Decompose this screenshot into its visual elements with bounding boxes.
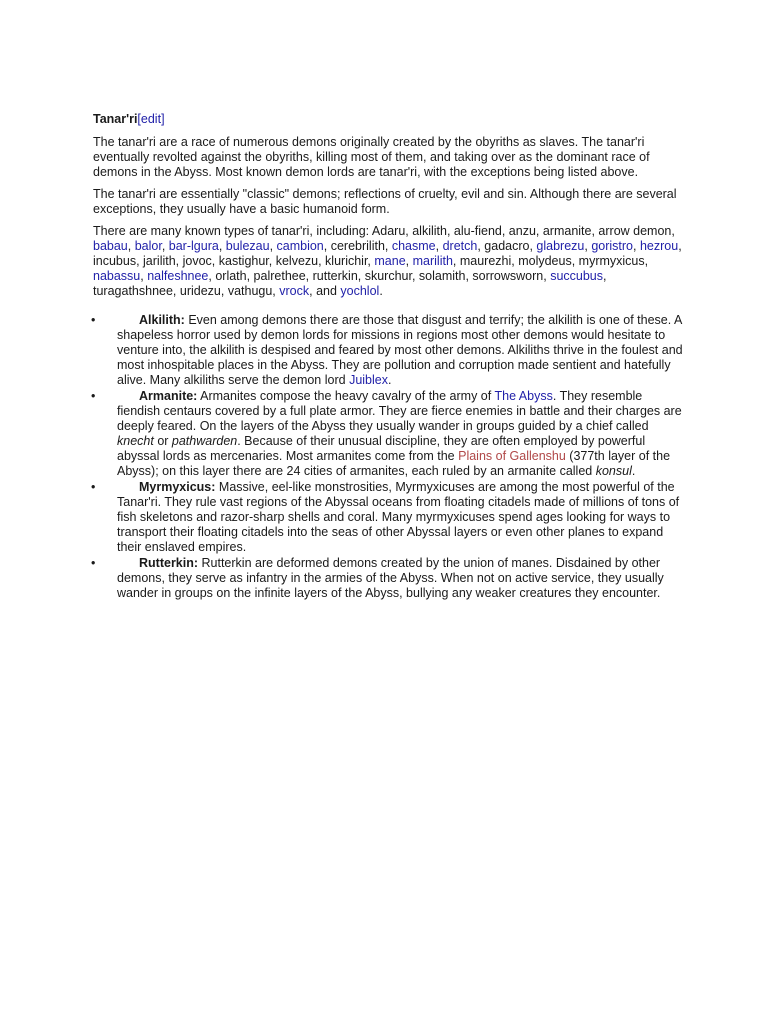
list-item-term: Rutterkin: <box>139 556 199 570</box>
wiki-link[interactable]: chasme <box>391 239 436 253</box>
wiki-link[interactable]: hezrou <box>639 239 679 253</box>
wiki-link[interactable]: babau <box>93 239 128 253</box>
wiki-link[interactable]: balor <box>134 239 162 253</box>
list-item <box>93 389 683 479</box>
wiki-link[interactable]: dretch <box>442 239 478 253</box>
wiki-link[interactable]: yochlol <box>340 284 380 298</box>
text-run: , <box>405 254 413 268</box>
text-run: Rutterkin are deformed demons created by the union of manes. Disdained by other demons, they serve as infantry in the armies of the Abyss. When not on active service, they usually wander in groups on the infinite layers of the Abyss, bullying any weaker creatures they encounter. <box>117 556 664 600</box>
text-run: , incubus, jarilith, jovoc, kastighur, kelvezu, klurichir, <box>93 239 682 268</box>
wiki-link[interactable]: Plains of Gallenshu <box>458 449 566 463</box>
text-run: , <box>127 239 135 253</box>
text-run: . They resemble fiendish centaurs covered by a full plate armor. They are fierce enemies in battle and their charges are deeply feared. On the layers of the Abyss they usually wander in groups guided by a chief called <box>117 389 682 433</box>
text-run: . <box>387 373 392 387</box>
wiki-link[interactable]: succubus <box>550 269 604 283</box>
bullet-icon: • <box>91 556 96 570</box>
document-page <box>93 111 683 602</box>
text-run: , cerebrilith, <box>323 239 392 253</box>
wiki-link[interactable]: bulezau <box>225 239 270 253</box>
list-item <box>93 313 683 388</box>
wiki-link[interactable]: goristro <box>591 239 634 253</box>
list-item-term: Alkilith: <box>139 313 185 327</box>
text-run: Even among demons there are those that disgust and terrify; the alkilith is one of these. A shapeless horror used by demon lords for missions in regions most other demons would hesitate to venture into, the alkilith is despised and feared by most other demons. Alkiliths thrive in the foulest and most inhospitable places in the Abyss. They are pollution and corruption made sentient and hatefully alive. Many alkiliths serve the demon lord <box>117 313 683 387</box>
list-item-term: Myrmyxicus: <box>139 480 216 494</box>
text-run: or <box>153 434 172 448</box>
wiki-link[interactable]: nabassu <box>93 269 141 283</box>
text-run: . <box>379 284 383 298</box>
text-run: . <box>631 464 636 478</box>
italic-term: knecht <box>117 434 154 448</box>
wiki-link[interactable]: vrock <box>279 284 310 298</box>
wiki-link[interactable]: The Abyss <box>494 389 553 403</box>
types-paragraph <box>93 224 683 299</box>
section-heading: Tanar'ri[edit] <box>93 112 165 126</box>
text-run: Armanites compose the heavy cavalry of the army of <box>197 389 495 403</box>
text-run: (377th layer of the Abyss); on this layer there are 24 cities of armanites, each ruled by an armanite called <box>117 449 671 478</box>
intro-paragraph-2: The tanar'ri are essentially "classic" demons; reflections of cruelty, evil and sin. Although there are several exceptions, they usually have a basic humanoid form. <box>93 187 677 216</box>
bullet-icon: • <box>91 313 96 327</box>
italic-term: konsul <box>595 464 632 478</box>
text-run: , turagathshnee, uridezu, vathugu, <box>93 269 607 298</box>
bullet-icon: • <box>91 389 96 403</box>
text-run: , <box>633 239 640 253</box>
wiki-link[interactable]: mane <box>374 254 406 268</box>
text-run: , gadacro, <box>477 239 537 253</box>
text-run: , <box>140 269 148 283</box>
text-run: , orlath, palrethee, rutterkin, skurchur, solamith, sorrowsworn, <box>208 269 551 283</box>
list-item-term: Armanite: <box>139 389 198 403</box>
list-item <box>93 556 683 601</box>
edit-link[interactable]: edit <box>140 112 162 126</box>
text-run: There are many known types of tanar'ri, including: Adaru, alkilith, alu-fiend, anzu, armanite, arrow demon, <box>93 224 675 238</box>
bullet-icon: • <box>91 480 96 494</box>
wiki-link[interactable]: nalfeshnee <box>147 269 209 283</box>
wiki-link[interactable]: marilith <box>412 254 453 268</box>
text-run: Massive, eel-like monstrosities, Myrmyxicuses are among the most powerful of the Tanar'ri. They rule vast regions of the Abyssal oceans from floating citadels made of millions of tons of fish skeletons and razor-sharp shells and coral. Many myrmyxicuses spend ages looking for ways to transport their floating citadels into the seas of other Abyssal layers or even other planes to expand their enslaved empires. <box>117 480 680 554</box>
text-run: . Because of their unusual discipline, they are often employed by powerful abyssal lords as mercenaries. Most armanites come from the <box>117 434 646 463</box>
section-title: Tanar'ri <box>93 112 138 126</box>
text-run: , <box>584 239 592 253</box>
wiki-link[interactable]: bar-lgura <box>168 239 219 253</box>
list-item <box>93 480 683 555</box>
wiki-link[interactable]: cambion <box>276 239 324 253</box>
demon-list <box>93 313 683 601</box>
text-run: , <box>161 239 169 253</box>
intro-paragraph-1: The tanar'ri are a race of numerous demons originally created by the obyriths as slaves. The tanar'ri eventually revolted against the obyriths, killing most of them, and taking over as the dominant race of demons in the Abyss. Most known demon lords are tanar'ri, with the exceptions being listed above. <box>93 135 650 179</box>
text-run: , and <box>309 284 341 298</box>
wiki-link[interactable]: Juiblex <box>349 373 388 387</box>
text-run: , <box>218 239 226 253</box>
text-run: , <box>269 239 277 253</box>
wiki-link[interactable]: glabrezu <box>536 239 585 253</box>
italic-term: pathwarden <box>171 434 238 448</box>
text-run: , <box>435 239 443 253</box>
text-run: , maurezhi, molydeus, myrmyxicus, <box>452 254 649 268</box>
